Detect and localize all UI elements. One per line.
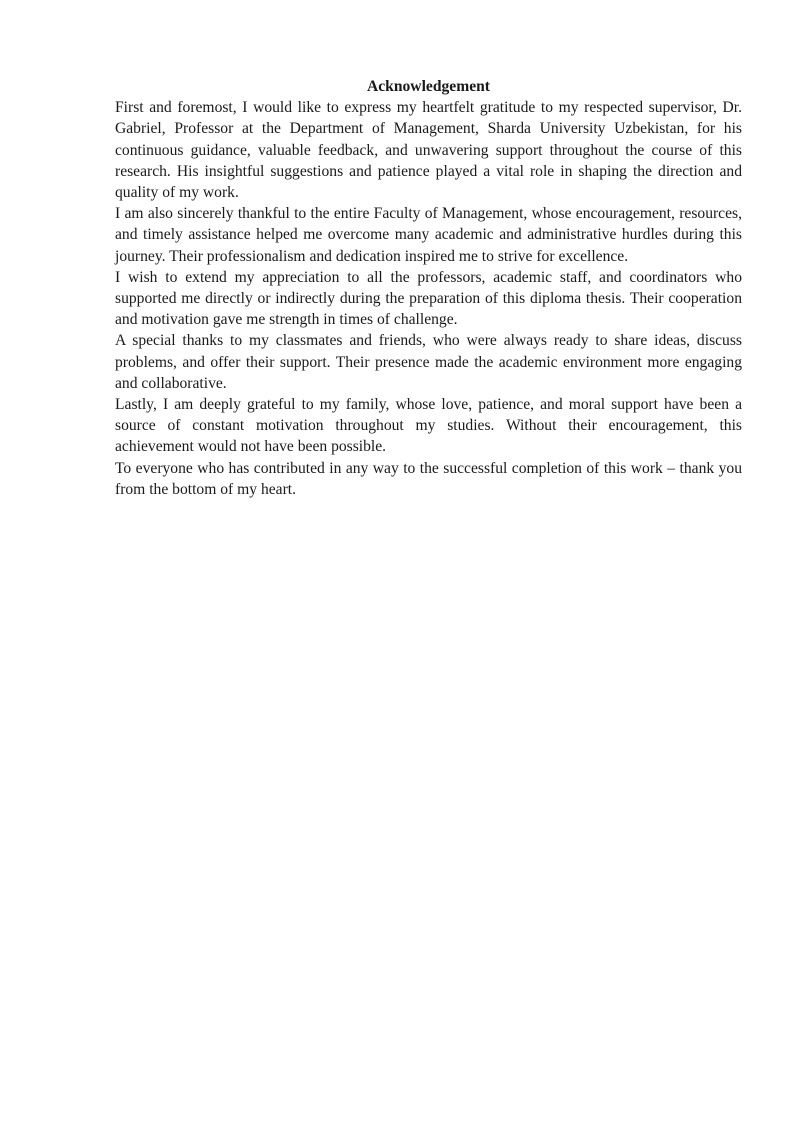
paragraph-supervisor: First and foremost, I would like to express my heartfelt gratitude to my respected supervisor, Dr. Gabriel, Professor at the Department of Management, Sharda University Uzbekistan, for his continuous guidance, valuable feedback, and unwavering support throughout the course of this research. His insightful suggestions and patience played a vital role in shaping the direction and quality of my work.: [115, 99, 742, 202]
paragraph-faculty: I am also sincerely thankful to the entire Faculty of Management, whose encouragement, resources, and timely assistance helped me overcome many academic and administrative hurdles during this journey. Their professionalism and dedication inspired me to strive for excellence.: [115, 205, 742, 265]
paragraph-closing: To everyone who has contributed in any way to the successful completion of this work – thank you from the bottom of my heart.: [115, 459, 742, 498]
paragraph-professors: I wish to extend my appreciation to all the professors, academic staff, and coordinators who supported me directly or indirectly during the preparation of this diploma thesis. Their cooperation and motivation gave me strength in times of challenge.: [115, 268, 742, 329]
document-body: [115, 76, 742, 500]
paragraph-classmates: A special thanks to my classmates and friends, who were always ready to share ideas, discuss problems, and offer their support. Their presence made the academic environment more engaging and collaborative.: [115, 332, 742, 392]
page-title: Acknowledgement: [366, 78, 490, 95]
paragraph-family: Lastly, I am deeply grateful to my family, whose love, patience, and moral support have been a source of constant motivation throughout my studies. Without their encouragement, this achievement would not have been possible.: [115, 396, 742, 456]
